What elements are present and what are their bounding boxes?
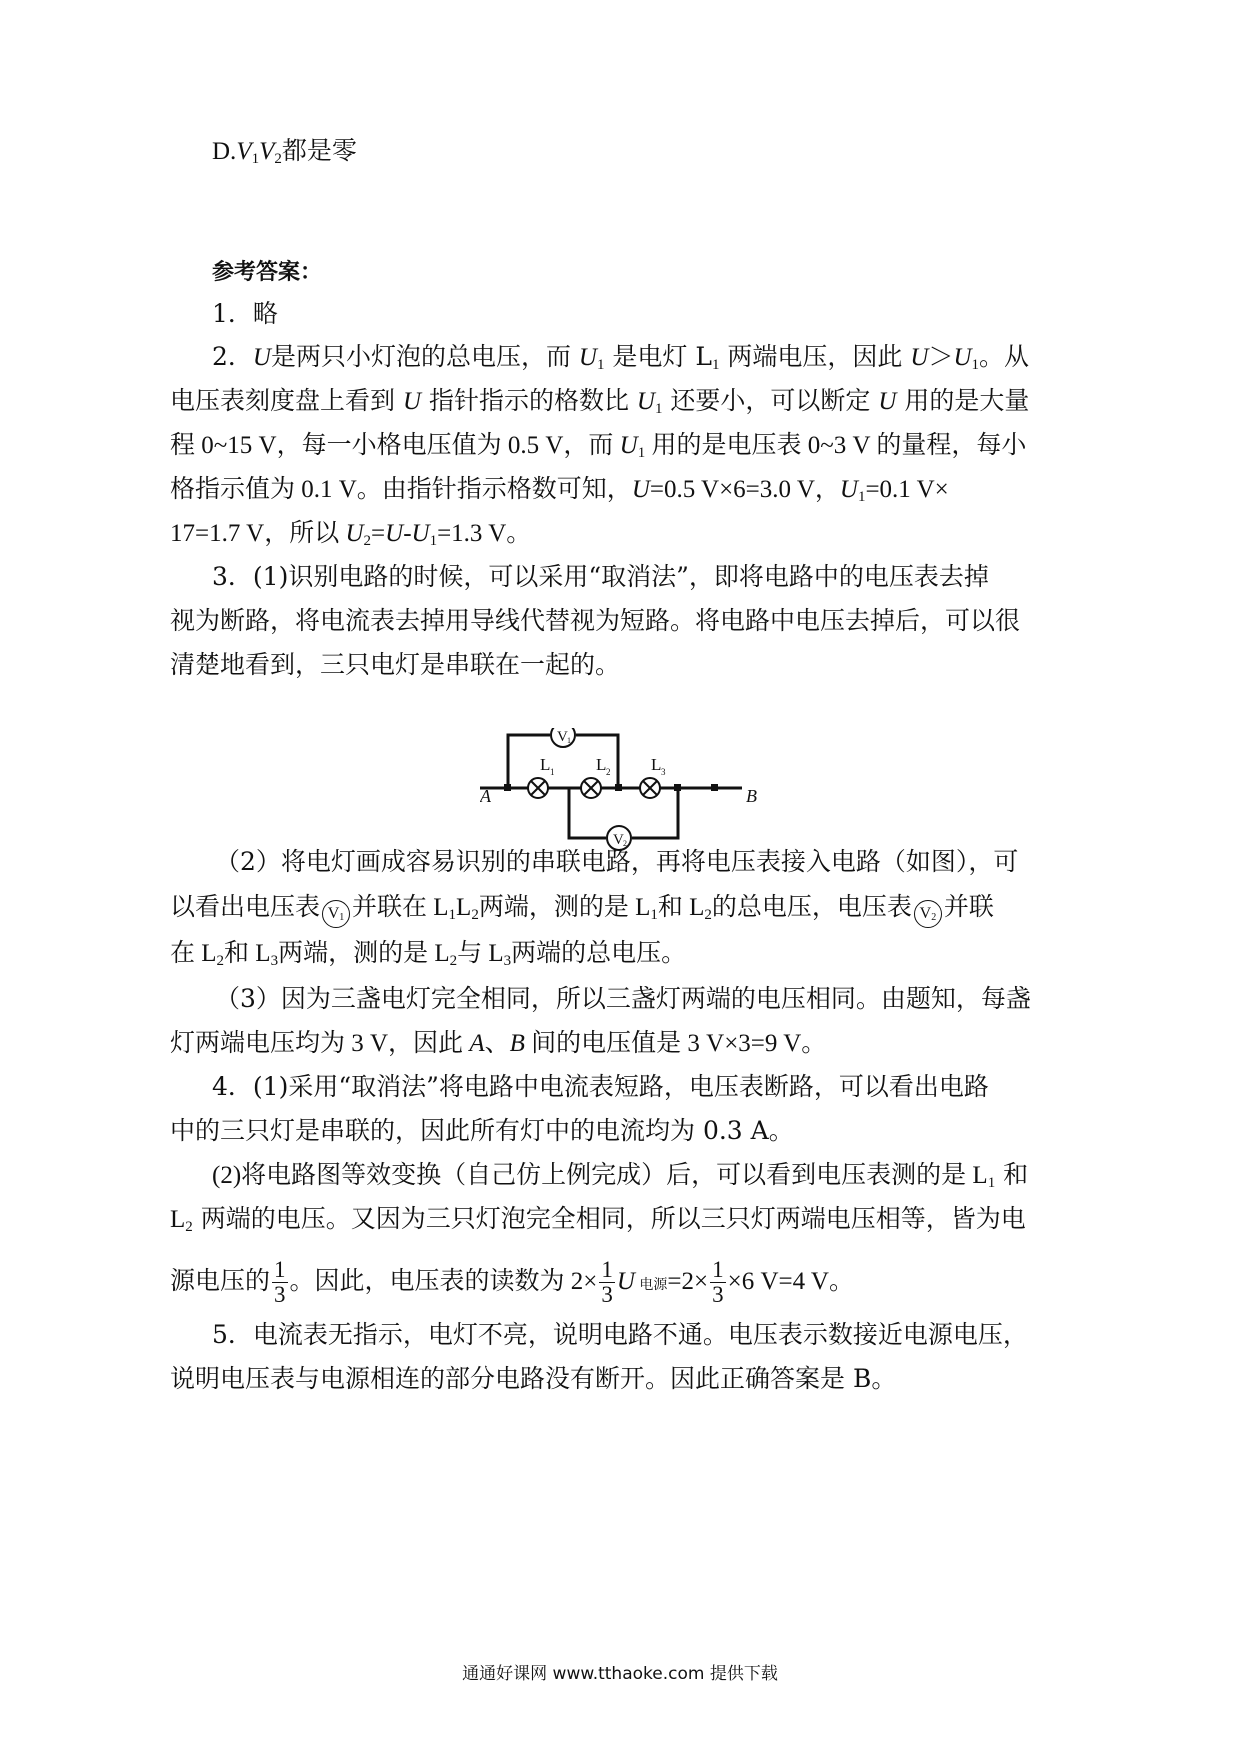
voltmeter-v1-icon: $V_1$ bbox=[322, 900, 350, 928]
svg-text:1: 1 bbox=[550, 767, 555, 777]
answer-4-line-2: 中的三只灯是串联的，因此所有灯中的电流均为 0.3 A。 bbox=[170, 1116, 794, 1145]
svg-text:V: V bbox=[613, 832, 624, 848]
fraction-one-third: $\frac{1}{3}$ bbox=[712, 1257, 724, 1307]
answer-heading: 参考答案： bbox=[212, 260, 323, 285]
answer-2-line-5: 17=1.7 V，所以 $U_2=U-U_1=1.3$ V。 bbox=[170, 520, 532, 549]
fraction-one-third: $\frac{1}{3}$ bbox=[601, 1257, 613, 1307]
answer-3-line-3: 清楚地看到，三只电灯是串联在一起的。 bbox=[170, 650, 621, 679]
answer-5-line-2: 说明电压表与电源相连的部分电路没有断开。因此正确答案是 B。 bbox=[170, 1364, 897, 1393]
svg-text:2: 2 bbox=[606, 767, 611, 777]
svg-text:2: 2 bbox=[623, 839, 627, 848]
answer-3-line-1: 3．(1)识别电路的时候，可以采用“取消法”，即将电路中的电压表去掉 bbox=[212, 562, 989, 591]
answer-2-line-1: 2．U是两只小灯泡的总电压，而 $U_1$ 是电灯 $L_1$ 两端电压，因此 $U>U_1$。从 bbox=[212, 342, 1030, 373]
label-b: B bbox=[746, 786, 757, 806]
answer-4-line-1: 4．(1)采用“取消法”将电路中电流表短路，电压表断路，可以看出电路 bbox=[212, 1072, 989, 1101]
answer-3-line-2: 视为断路，将电流表去掉用导线代替视为短路。将电路中电压去掉后，可以很 bbox=[170, 606, 1021, 635]
answer-2-line-3: 程 0~15 V，每一小格电压值为 0.5 V，而 $U_1$ 用的是电压表 0~3 V 的量程，每小 bbox=[170, 432, 1027, 461]
answer-4-part2-line-2: $L_2$ 两端的电压。又因为三只灯泡完全相同，所以三只灯两端电压相等，皆为电 bbox=[170, 1204, 1026, 1235]
svg-text:V: V bbox=[557, 729, 568, 745]
label-l1: L bbox=[540, 755, 551, 774]
svg-text:1: 1 bbox=[567, 736, 571, 745]
option-d: $D.V_1V_2$都是零 bbox=[212, 136, 357, 167]
lamp-l2 bbox=[581, 778, 601, 798]
lamp-l1 bbox=[528, 778, 548, 798]
answer-1: 1．略 bbox=[212, 299, 278, 328]
label-l2: L bbox=[596, 755, 607, 774]
answer-3-part2-line-3: 在 $L_2$和 $L_3$两端，测的是 $L_2$与 $L_3$两端的总电压。 bbox=[170, 938, 687, 969]
answer-2-line-2: 电压表刻度盘上看到 U 指针指示的格数比 $U_1$ 还要小，可以断定 U 用的是大量 bbox=[170, 386, 1030, 417]
answer-3-part3-line-2: 灯两端电压均为 3 V，因此 A、B 间的电压值是 3 V×3=9 V。 bbox=[170, 1028, 827, 1057]
answer-3-part3-line-1: （3）因为三盏电灯完全相同，所以三盏灯两端的电压相同。由题知，每盏 bbox=[215, 984, 1031, 1013]
fraction-one-third: $\frac{1}{3}$ bbox=[274, 1257, 286, 1307]
label-l3: L bbox=[651, 755, 662, 774]
answer-4-part2-line-1: (2)将电路图等效变换（自己仿上例完成）后，可以看到电压表测的是 $L_1$ 和 bbox=[212, 1160, 1029, 1191]
answer-3-part2-line-2: 以看出电压表 $V_1$ 并联在 $L_1L_2$两端，测的是 $L_1$和 $L_2$的总电压，电压表 $V_2$ 并联 bbox=[170, 890, 994, 928]
svg-text:3: 3 bbox=[661, 767, 666, 777]
answer-4-part2-line-3: 源电压的 $\frac{1}{3}$ 。因此，电压表的读数为 2× $\frac{1}{3}$ U 电源=2× $\frac{1}{3}$ ×6 V=4 V。 bbox=[170, 1257, 854, 1307]
voltmeter-v1 bbox=[551, 728, 575, 747]
voltmeter-v2-icon: $V_2$ bbox=[914, 900, 942, 928]
lamp-l3 bbox=[640, 778, 660, 798]
label-a: A bbox=[480, 786, 491, 806]
answer-2-line-4: 格指示值为 0.1 V。由指针指示格数可知，U=0.5 V×6=3.0 V，$U_1=0.1$ V× bbox=[170, 476, 949, 505]
answer-3-part2-line-1: （2）将电灯画成容易识别的串联电路，再将电压表接入电路（如图），可 bbox=[215, 847, 1019, 876]
page-footer: 通通好课网 www.tthaoke.com 提供下载 bbox=[462, 1664, 778, 1684]
answer-5-line-1: 5．电流表无指示，电灯不亮，说明电路不通。电压表示数接近电源电压， bbox=[212, 1320, 1028, 1349]
